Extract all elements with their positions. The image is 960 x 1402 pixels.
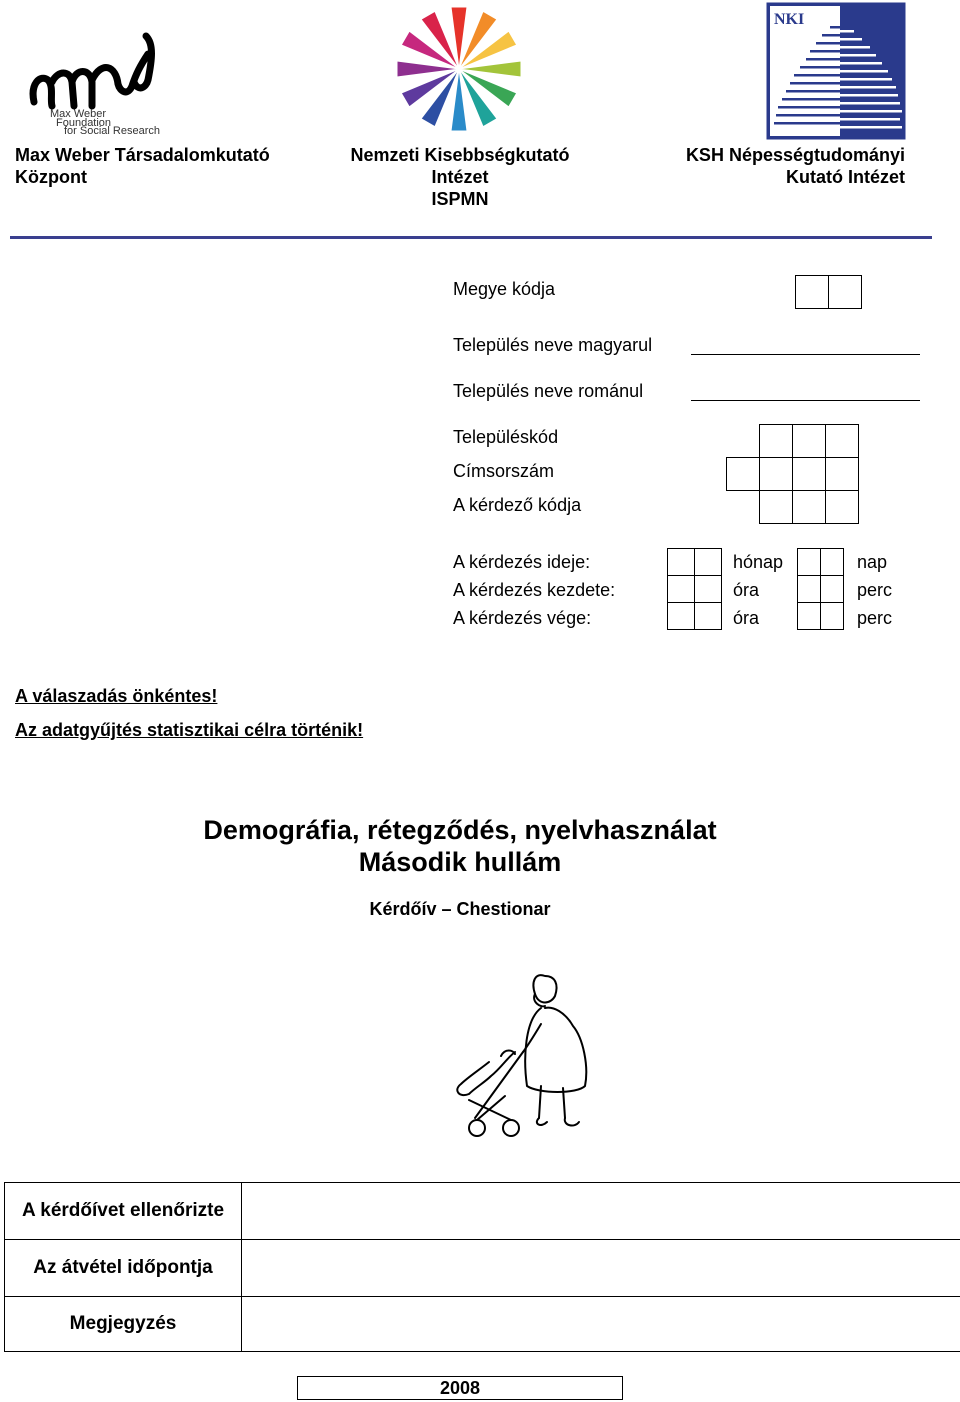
interviewer-code-label: A kérdező kódja [453, 495, 582, 515]
minute-unit-start: perc [857, 580, 893, 600]
settlement-code-label: Településkód [453, 427, 559, 447]
received-date-field[interactable] [242, 1240, 960, 1297]
voluntary-notice: A válaszadás önkéntes! [15, 686, 218, 706]
control-table [4, 1182, 960, 1352]
county-code-boxes[interactable] [795, 275, 862, 309]
mother-with-stroller-illustration [445, 968, 605, 1143]
settlement-hu-label: Település neve magyarul [453, 335, 653, 355]
nki-logo [766, 2, 906, 140]
svg-text:Max Weber: Max Weber [50, 108, 107, 120]
interview-date-label: A kérdezés ideje: [453, 552, 591, 572]
svg-text:Foundation: Foundation [56, 117, 112, 129]
settlement-ro-line[interactable] [691, 400, 920, 401]
institution-nki: KSH Népességtudományi Kutató Intézet [685, 145, 905, 187]
month-unit: hónap [733, 552, 784, 572]
max-weber-logo [28, 30, 168, 138]
hour-unit-end: óra [733, 608, 760, 628]
minute-unit-end: perc [857, 608, 893, 628]
county-code-label: Megye kódja [453, 279, 556, 299]
address-number-label: Címsorszám [453, 461, 555, 481]
time-boxes-right[interactable] [797, 548, 844, 630]
time-boxes-left[interactable] [667, 548, 722, 630]
day-unit: nap [857, 552, 888, 572]
institution-ispmn: Nemzeti Kisebbségkutató Intézet ISPMN [350, 145, 570, 209]
statistical-notice: Az adatgyűjtés statisztikai célra történik! [15, 720, 364, 740]
received-date-label: Az átvétel időpontja [5, 1240, 242, 1297]
settlement-hu-line[interactable] [691, 354, 920, 355]
document-title: Demográfia, rétegződés, nyelvhasználat Második hullám [203, 815, 717, 877]
settlement-ro-label: Település neve románul [453, 381, 644, 401]
institution-max-weber: Max Weber Társadalomkutató Központ [15, 145, 270, 187]
document-subtitle: Kérdőív – Chestionar [369, 899, 551, 919]
hour-unit-start: óra [733, 580, 760, 600]
interview-start-label: A kérdezés kezdete: [453, 580, 616, 600]
checked-by-field[interactable] [242, 1183, 960, 1240]
remarks-field[interactable] [242, 1297, 960, 1352]
year-box: 2008 [297, 1376, 623, 1400]
checked-by-label: A kérdőívet ellenőrizte [5, 1183, 242, 1240]
remarks-label: Megjegyzés [5, 1297, 242, 1352]
ispmn-star-logo [392, 2, 526, 136]
svg-text:NKI: NKI [774, 11, 805, 28]
code-boxes-grid[interactable] [726, 424, 859, 524]
header-divider [10, 236, 932, 239]
interview-end-label: A kérdezés vége: [453, 608, 592, 628]
svg-text:for Social Research: for Social Research [64, 125, 160, 137]
